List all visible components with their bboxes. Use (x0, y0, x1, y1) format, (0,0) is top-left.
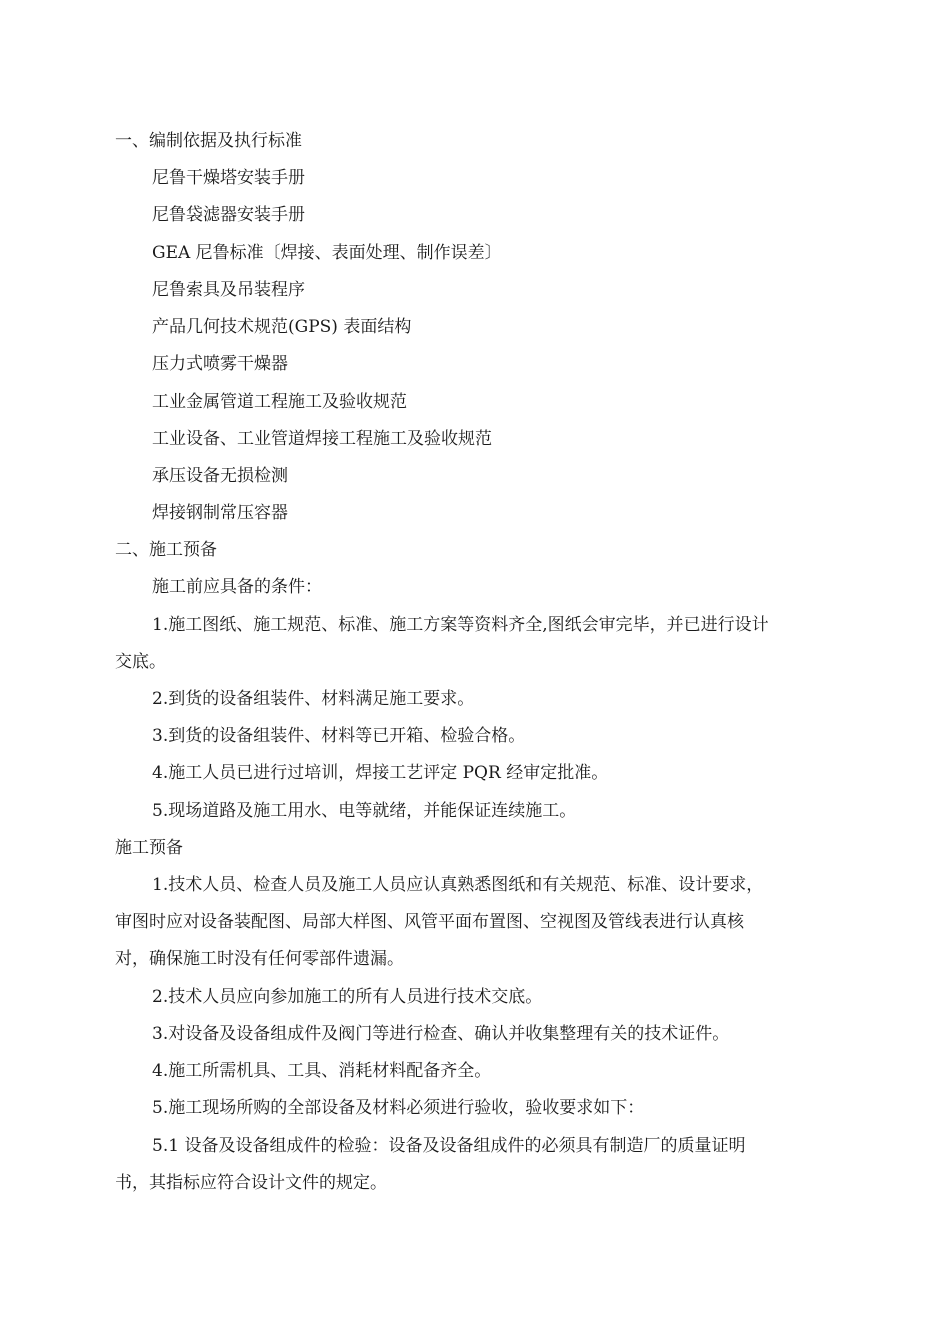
list-item: 尼鲁干燥塔安装手册 (152, 168, 305, 188)
list-item: 工业设备、工业管道焊接工程施工及验收规范 (152, 429, 492, 449)
paragraph-line: 5.施工现场所购的全部设备及材料必须进行验收，验收要求如下： (152, 1098, 645, 1118)
list-item: 承压设备无损检测 (152, 466, 288, 486)
list-item: 尼鲁索具及吊装程序 (152, 280, 305, 300)
paragraph-line: 1.技术人员、检查人员及施工人员应认真熟悉图纸和有关规范、标准、设计要求， (152, 875, 764, 895)
paragraph-line: 1.施工图纸、施工规范、标准、施工方案等资料齐全,图纸会审完毕，并已进行设计 (152, 615, 769, 635)
paragraph-line: 2.到货的设备组装件、材料满足施工要求。 (152, 689, 475, 709)
paragraph-line: 书，其指标应符合设计文件的规定。 (115, 1173, 387, 1193)
subsection-heading: 施工预备 (115, 838, 183, 858)
section-heading-2: 二、施工预备 (115, 540, 217, 560)
list-item: GEA 尼鲁标准〔焊接、表面处理、制作误差〕 (152, 243, 502, 263)
paragraph-line: 施工前应具备的条件： (152, 577, 322, 597)
paragraph-line: 交底。 (115, 652, 166, 672)
paragraph-line: 4.施工所需机具、工具、消耗材料配备齐全。 (152, 1061, 492, 1081)
list-item: 焊接钢制常压容器 (152, 503, 288, 523)
list-item: 尼鲁袋滤器安装手册 (152, 205, 305, 225)
paragraph-line: 对，确保施工时没有任何零部件遗漏。 (115, 949, 404, 969)
paragraph-line: 5.现场道路及施工用水、电等就绪，并能保证连续施工。 (152, 801, 577, 821)
section-heading-1: 一、编制依据及执行标准 (115, 131, 302, 151)
paragraph-line: 4.施工人员已进行过培训，焊接工艺评定 PQR 经审定批准。 (152, 763, 609, 783)
paragraph-line: 2.技术人员应向参加施工的所有人员进行技术交底。 (152, 987, 543, 1007)
paragraph-line: 5.1 设备及设备组成件的检验：设备及设备组成件的必须具有制造厂的质量证明 (152, 1136, 746, 1156)
list-item: 产品几何技术规范(GPS) 表面结构 (152, 317, 412, 337)
paragraph-line: 审图时应对设备装配图、局部大样图、风管平面布置图、空视图及管线表进行认真核 (115, 912, 744, 932)
paragraph-line: 3.对设备及设备组成件及阀门等进行检查、确认并收集整理有关的技术证件。 (152, 1024, 730, 1044)
list-item: 工业金属管道工程施工及验收规范 (152, 392, 407, 412)
list-item: 压力式喷雾干燥器 (152, 354, 288, 374)
paragraph-line: 3.到货的设备组装件、材料等已开箱、检验合格。 (152, 726, 526, 746)
